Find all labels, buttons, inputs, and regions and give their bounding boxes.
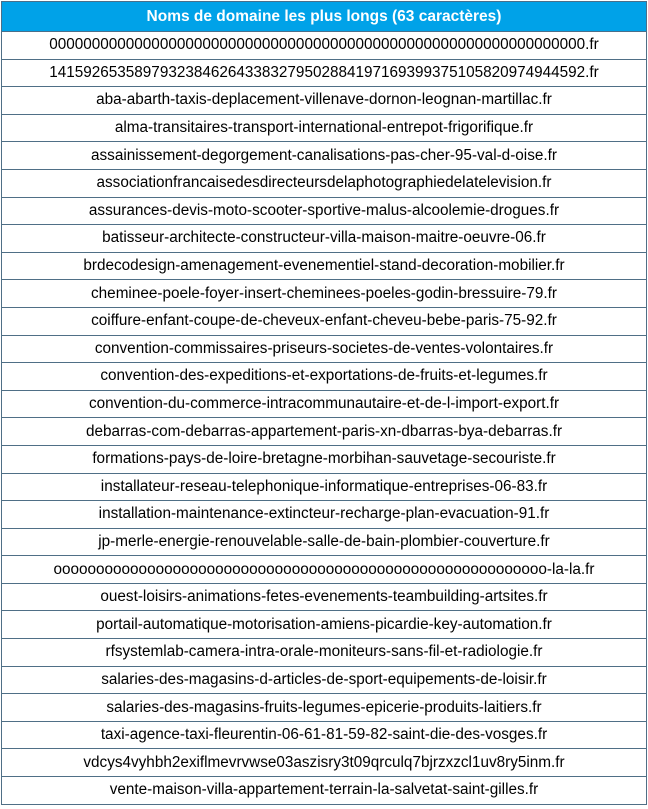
table-row <box>2 335 647 363</box>
domain-name-cell: 000000000000000000000000000000000000000000000000000000000000000.fr <box>2 32 647 60</box>
table-row <box>2 169 647 197</box>
table-row <box>2 390 647 418</box>
domain-name-cell: 141592653589793238462643383279502884197169399375105820974944592.fr <box>2 59 647 87</box>
table-row <box>2 280 647 308</box>
table-row <box>2 197 647 225</box>
table-row <box>2 418 647 446</box>
table-row <box>2 556 647 584</box>
domain-name-cell: associationfrancaisedesdirecteursdelaphotographiedelatelevision.fr <box>2 169 647 197</box>
table-row <box>2 583 647 611</box>
domain-name-cell: salaries-des-magasins-d-articles-de-sport-equipements-de-loisir.fr <box>2 666 647 694</box>
domain-name-cell: brdecodesign-amenagement-evenementiel-stand-decoration-mobilier.fr <box>2 252 647 280</box>
domain-name-cell: aba-abarth-taxis-deplacement-villenave-dornon-leognan-martillac.fr <box>2 87 647 115</box>
domain-name-cell: vdcys4vyhbh2exiflmevrvwse03aszisry3t09qrculq7bjrzxzcl1uv8ry5inm.fr <box>2 749 647 777</box>
domain-name-cell: convention-des-expeditions-et-exportations-de-fruits-et-legumes.fr <box>2 363 647 391</box>
domain-name-cell: assainissement-degorgement-canalisations-pas-cher-95-val-d-oise.fr <box>2 142 647 170</box>
table-row <box>2 501 647 529</box>
domain-name-cell: convention-commissaires-priseurs-societes-de-ventes-volontaires.fr <box>2 335 647 363</box>
domain-name-cell: vente-maison-villa-appartement-terrain-la-salvetat-saint-gilles.fr <box>2 777 647 805</box>
domain-name-cell: ouest-loisirs-animations-fetes-evenements-teambuilding-artsites.fr <box>2 583 647 611</box>
table-row <box>2 721 647 749</box>
table-row <box>2 611 647 639</box>
table-header-row <box>2 2 647 32</box>
table-row <box>2 114 647 142</box>
table-row <box>2 639 647 667</box>
domain-name-cell: cheminee-poele-foyer-insert-cheminees-poeles-godin-bressuire-79.fr <box>2 280 647 308</box>
domain-name-cell: alma-transitaires-transport-international-entrepot-frigorifique.fr <box>2 114 647 142</box>
domain-name-cell: coiffure-enfant-coupe-de-cheveux-enfant-cheveu-bebe-paris-75-92.fr <box>2 307 647 335</box>
table-row <box>2 252 647 280</box>
domain-name-cell: debarras-com-debarras-appartement-paris-xn-dbarras-bya-debarras.fr <box>2 418 647 446</box>
table-row <box>2 142 647 170</box>
table-row <box>2 666 647 694</box>
domain-name-cell: convention-du-commerce-intracommunautaire-et-de-l-import-export.fr <box>2 390 647 418</box>
domain-name-cell: assurances-devis-moto-scooter-sportive-malus-alcoolemie-drogues.fr <box>2 197 647 225</box>
domain-name-cell: oooooooooooooooooooooooooooooooooooooooooooooooooooooooooo-la-la.fr <box>2 556 647 584</box>
domain-name-cell: taxi-agence-taxi-fleurentin-06-61-81-59-82-saint-die-des-vosges.fr <box>2 721 647 749</box>
table-header: Noms de domaine les plus longs (63 caractères) <box>2 2 647 32</box>
domain-name-cell: installateur-reseau-telephonique-informatique-entreprises-06-83.fr <box>2 473 647 501</box>
table-row <box>2 694 647 722</box>
table-row <box>2 59 647 87</box>
table-row <box>2 473 647 501</box>
domain-name-cell: installation-maintenance-extincteur-recharge-plan-evacuation-91.fr <box>2 501 647 529</box>
domain-name-cell: salaries-des-magasins-fruits-legumes-epicerie-produits-laitiers.fr <box>2 694 647 722</box>
domain-name-cell: jp-merle-energie-renouvelable-salle-de-bain-plombier-couverture.fr <box>2 528 647 556</box>
table-row <box>2 528 647 556</box>
table-row <box>2 225 647 253</box>
table-row <box>2 445 647 473</box>
table-row <box>2 777 647 805</box>
table-row <box>2 307 647 335</box>
domain-names-table <box>1 1 647 805</box>
table-row <box>2 363 647 391</box>
domain-name-cell: rfsystemlab-camera-intra-orale-moniteurs-sans-fil-et-radiologie.fr <box>2 639 647 667</box>
domain-name-cell: portail-automatique-motorisation-amiens-picardie-key-automation.fr <box>2 611 647 639</box>
table-row <box>2 87 647 115</box>
table-row <box>2 32 647 60</box>
domain-name-cell: formations-pays-de-loire-bretagne-morbihan-sauvetage-secouriste.fr <box>2 445 647 473</box>
table-row <box>2 749 647 777</box>
domain-name-cell: batisseur-architecte-constructeur-villa-maison-maitre-oeuvre-06.fr <box>2 225 647 253</box>
